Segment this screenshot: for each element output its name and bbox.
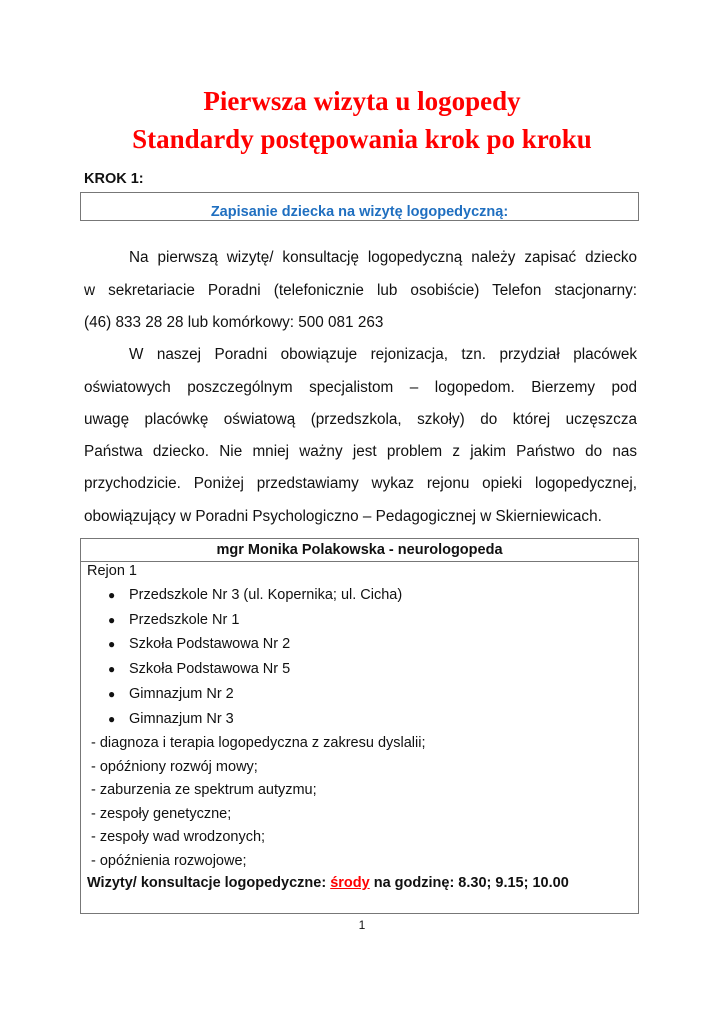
visit-label: Wizyty/ konsultacje logopedyczne: — [87, 875, 331, 891]
region-label: Rejon 1 — [87, 563, 137, 579]
institution-item: Przedszkole Nr 1 — [129, 611, 240, 628]
page-number: 1 — [358, 918, 366, 932]
visit-schedule — [87, 873, 569, 893]
paragraph-line: W naszej Poradni obowiązuje rejonizacja, tzn. przydział placówek — [129, 346, 637, 363]
step-label: KROK 1: — [84, 171, 144, 187]
paragraph-line: oświatowych poszczególnym specjalistom – logopedom. Bierzemy pod — [84, 379, 637, 396]
visit-day: środy — [330, 875, 370, 891]
paragraph-line: przychodzicie. Poniżej przedstawiamy wykaz rejonu opieki logopedycznej, — [84, 475, 637, 492]
document-title: Pierwsza wizyta u logopedy — [203, 86, 521, 116]
specialist-table — [80, 538, 639, 914]
document-subtitle: Standardy postępowania krok po kroku — [132, 124, 592, 154]
bullet-icon: ● — [108, 711, 116, 726]
specialist-name: mgr Monika Polakowska - neurologopeda — [81, 539, 638, 562]
institution-item: Szkoła Podstawowa Nr 2 — [129, 636, 291, 653]
paragraph-line: (46) 833 28 28 lub komórkowy: 500 081 263 — [84, 314, 384, 331]
specialty-item: - zespoły genetyczne; — [91, 805, 232, 822]
institution-item: Przedszkole Nr 3 (ul. Kopernika; ul. Cicha) — [129, 587, 403, 603]
paragraph-line: Państwa dziecko. Nie mniej ważny jest problem z jakim Państwo do nas — [84, 443, 637, 460]
paragraph-line: uwagę placówkę oświatową (przedszkola, szkoły) do której uczęszcza — [84, 411, 637, 428]
bullet-icon: ● — [108, 662, 116, 677]
bullet-icon: ● — [108, 588, 116, 602]
step-heading-box — [80, 192, 639, 221]
bullet-icon: ● — [108, 637, 116, 652]
institution-item: Gimnazjum Nr 3 — [129, 710, 234, 727]
step-heading: Zapisanie dziecka na wizytę logopedyczną: — [210, 204, 509, 220]
institution-item: Gimnazjum Nr 2 — [129, 685, 234, 702]
paragraph-line: w sekretariacie Poradni (telefonicznie lub osobiście) Telefon stacjonarny: — [84, 282, 637, 299]
specialty-item: - opóźnienia rozwojowe; — [91, 852, 247, 869]
specialty-item: - zaburzenia ze spektrum autyzmu; — [91, 782, 317, 799]
specialty-item: - opóźniony rozwój mowy; — [91, 758, 258, 775]
paragraph-line: obowiązujący w Poradni Psychologiczno – Pedagogicznej w Skierniewicach. — [84, 508, 602, 525]
institution-item: Szkoła Podstawowa Nr 5 — [129, 661, 291, 678]
visit-hours: na godzinę: 8.30; 9.15; 10.00 — [369, 875, 569, 891]
paragraph-line: Na pierwszą wizytę/ konsultację logopedyczną należy zapisać dziecko — [129, 249, 637, 266]
bullet-icon: ● — [108, 612, 116, 627]
specialty-item: - zespoły wad wrodzonych; — [91, 829, 266, 846]
bullet-icon: ● — [108, 686, 116, 701]
specialty-item: - diagnoza i terapia logopedyczna z zakresu dyslalii; — [91, 735, 426, 752]
